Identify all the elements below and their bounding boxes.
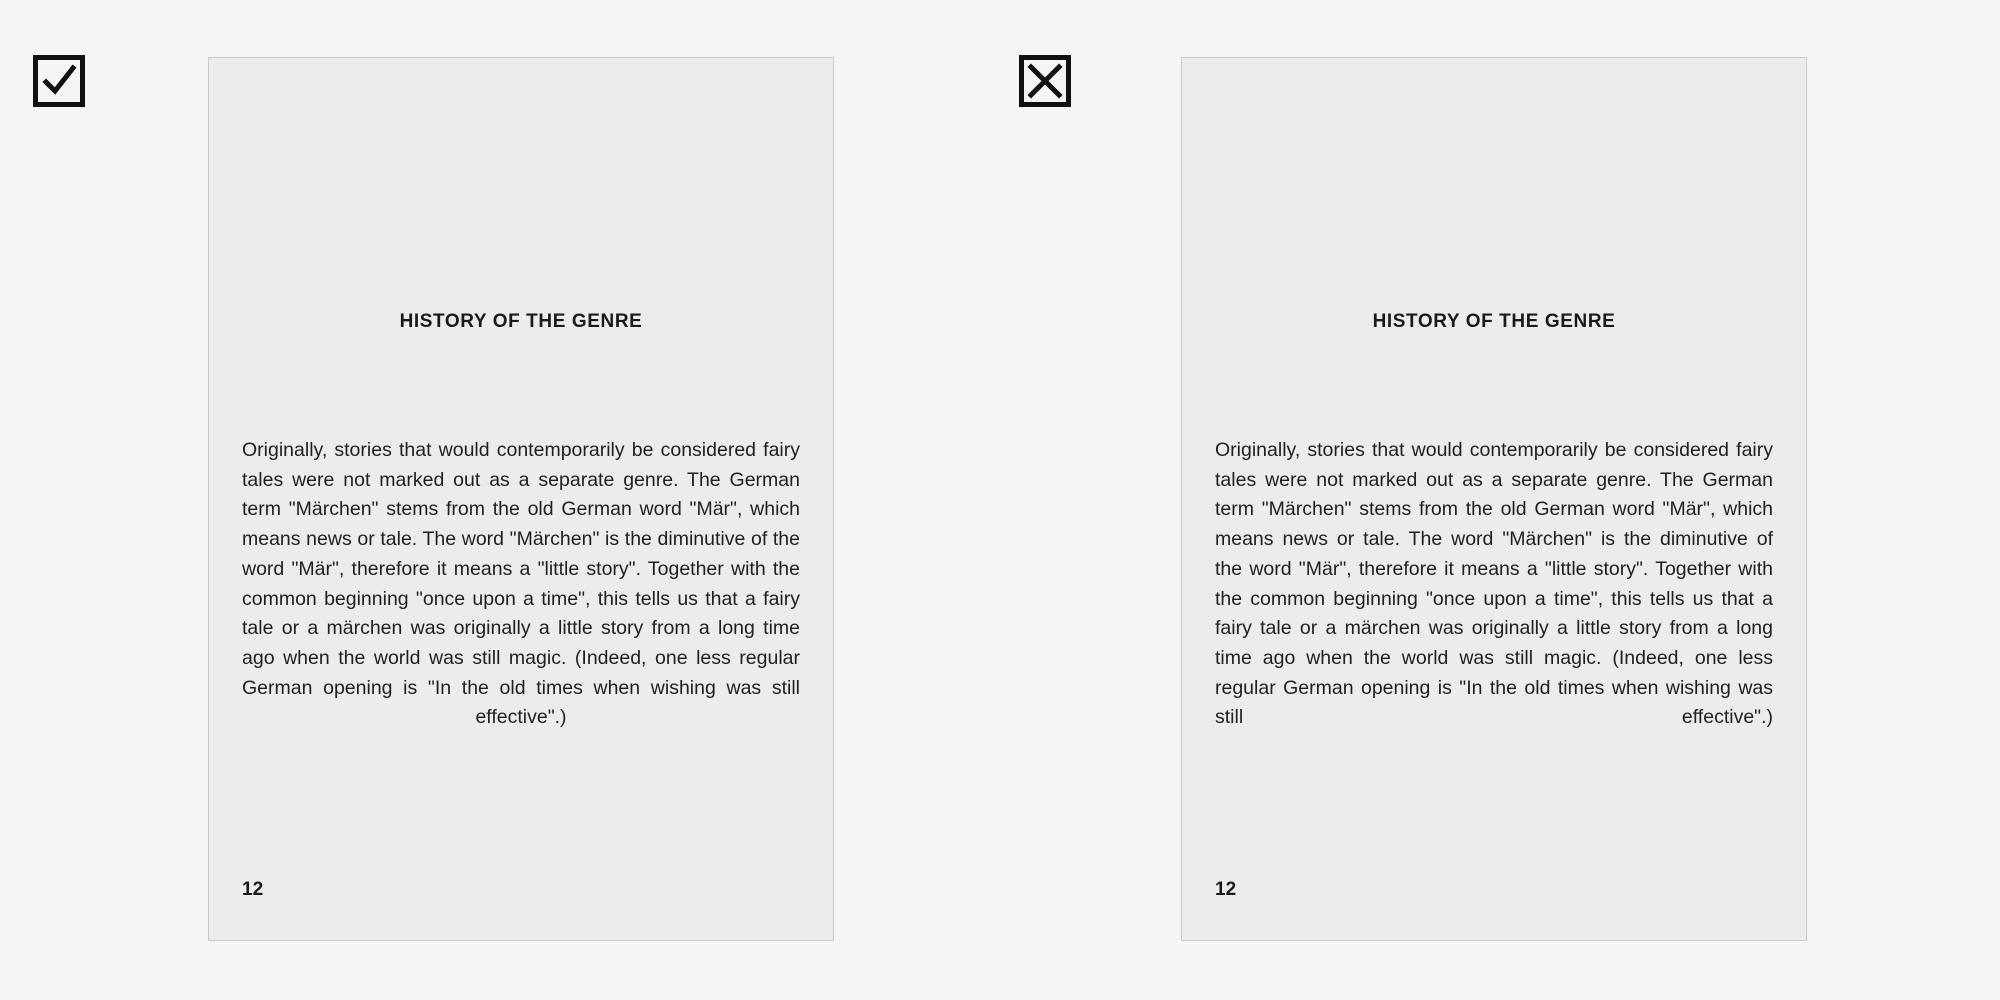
cross-marker	[1019, 55, 1071, 107]
checkmark-marker	[33, 55, 85, 107]
page-title: HISTORY OF THE GENRE	[399, 311, 643, 332]
body-paragraph: Originally, stories that would contemporarily be considered fairy tales were not marked out as a separate genre. The German term "Märchen" stems from the old German word "Mär", which means news or tale. The word "Märchen" is the diminutive of the word "Mär", therefore it means a "little story". Together with the common beginning "once upon a time", this tells us that a fairy tale or a märchen was originally a little story from a long time ago when the world was still magic. (Indeed, one less regular German opening is "In the old times when wishing was still effective".)	[1215, 439, 1773, 729]
body-paragraph: Originally, stories that would contemporarily be considered fairy tales were not marked out as a separate genre. The German term "Märchen" stems from the old German word "Mär", which means news or tale. The word "Märchen" is the diminutive of the word "Mär", therefore it means a "little story". Together with the common beginning "once upon a time", this tells us that a fairy tale or a märchen was originally a little story from a long time ago when the world was still magic. (Indeed, one less regular German opening is "In the old times when wishing was still effective".)	[242, 439, 800, 729]
page-content-area-left	[242, 58, 800, 940]
page-content-area-right	[1215, 58, 1773, 940]
check-icon	[38, 60, 80, 102]
close-icon	[1024, 60, 1066, 102]
document-page-right	[1181, 57, 1807, 941]
page-title: HISTORY OF THE GENRE	[1372, 311, 1616, 332]
page-number: 12	[1215, 879, 1237, 900]
document-page-left	[208, 57, 834, 941]
page-number: 12	[242, 879, 264, 900]
